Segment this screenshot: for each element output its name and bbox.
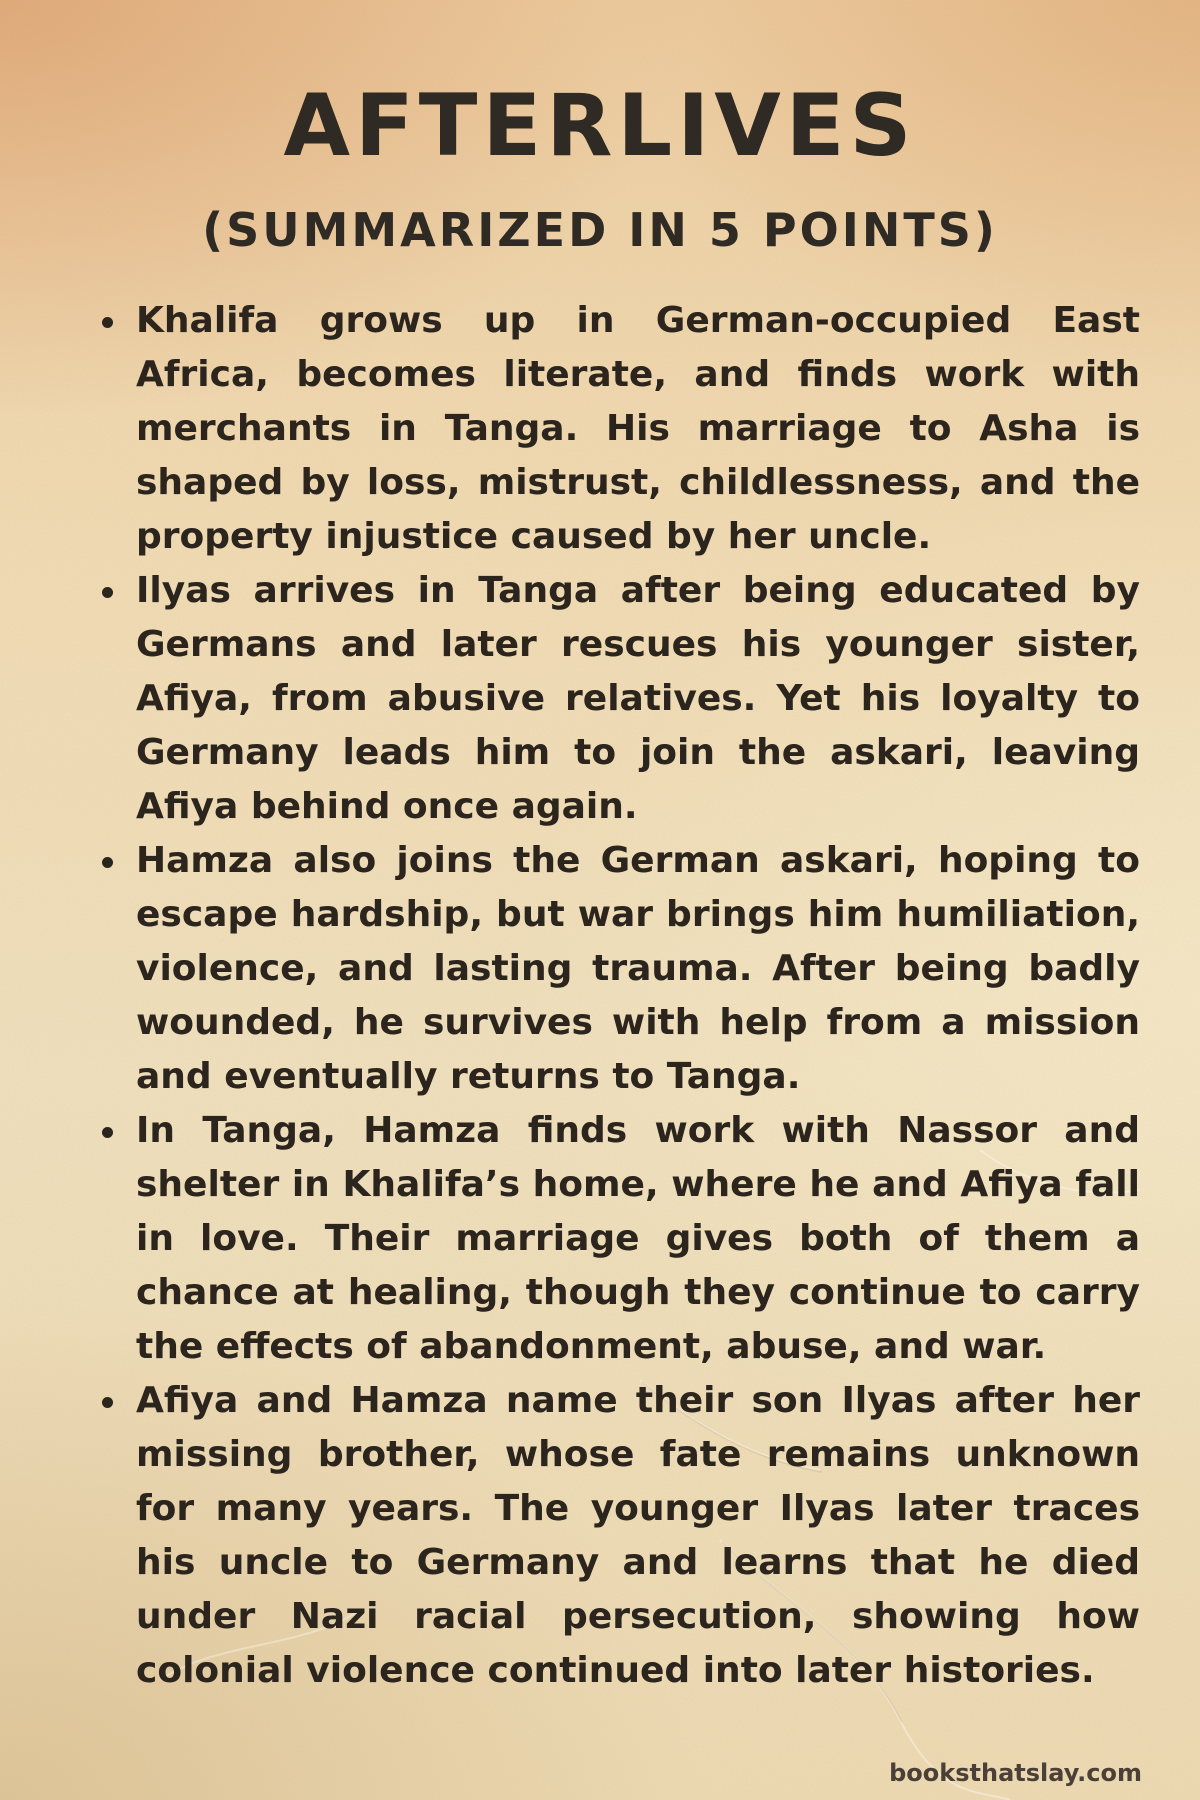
- summary-point-text: Ilyas arrives in Tanga after being educated by Germans and later rescues his younger sister, Afiya, from abusive relatives. Yet his loyalty to Germany leads him to join the askari, leaving Afiya behind once again.: [136, 570, 1140, 827]
- bullet-icon: [102, 1397, 113, 1408]
- page-title: AFTERLIVES: [283, 76, 917, 176]
- summary-point-text: Hamza also joins the German askari, hoping to escape hardship, but war brings him humiliation, violence, and lasting trauma. After being badly wounded, he survives with help from a mission and eventually returns to Tanga.: [136, 840, 1140, 1097]
- summary-point-text: In Tanga, Hamza finds work with Nassor and shelter in Khalifa’s home, where he and Afiya fall in love. Their marriage gives both of them a chance at healing, though they continue to carry the effects of abandonment, abuse, and war.: [136, 1110, 1140, 1367]
- summary-point-3: [136, 834, 1140, 1104]
- bullet-icon: [102, 857, 113, 868]
- summary-point-text: Afiya and Hamza name their son Ilyas after her missing brother, whose fate remains unknown for many years. The younger Ilyas later traces his uncle to Germany and learns that he died under Nazi racial persecution, showing how colonial violence continued into later histories.: [136, 1380, 1140, 1691]
- bullet-icon: [102, 1127, 113, 1138]
- summary-points-list: [0, 294, 1200, 1698]
- summary-point-1: [136, 294, 1140, 564]
- source-website-link[interactable]: booksthatslay.com: [889, 1759, 1142, 1787]
- summary-point-2: [136, 564, 1140, 834]
- summary-point-4: [136, 1104, 1140, 1374]
- summary-point-5: [136, 1374, 1140, 1698]
- summary-point-text: Khalifa grows up in German-occupied East Africa, becomes literate, and finds work with merchants in Tanga. His marriage to Asha is shaped by loss, mistrust, childlessness, and the property injustice caused by her uncle.: [136, 300, 1140, 557]
- bullet-icon: [102, 317, 113, 328]
- bullet-icon: [102, 587, 113, 598]
- page-subtitle: (SUMMARIZED IN 5 POINTS): [202, 203, 998, 257]
